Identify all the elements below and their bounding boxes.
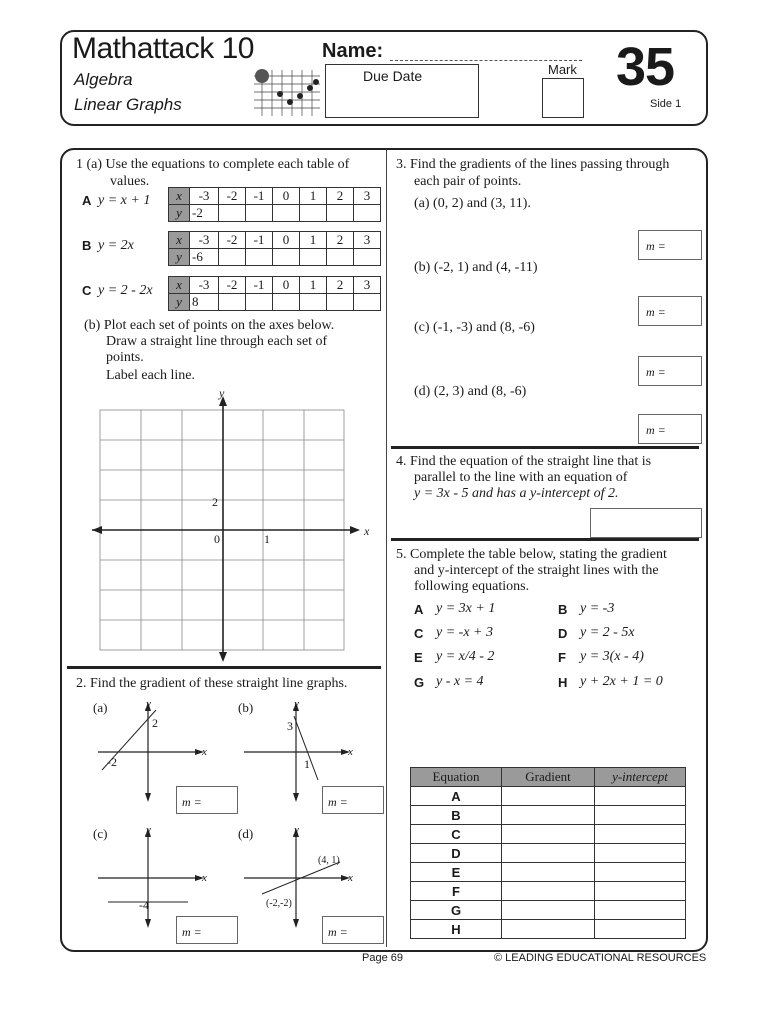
q5-eq-b: y = -3 xyxy=(580,601,615,616)
x-cell: 3 xyxy=(354,277,381,294)
q3b-text: (b) (-2, 1) and (4, -11) xyxy=(414,260,538,275)
intercept-cell[interactable] xyxy=(595,882,686,901)
name-field[interactable] xyxy=(390,60,582,61)
q3c-text: (c) (-1, -3) and (8, -6) xyxy=(414,320,535,335)
y-cell[interactable] xyxy=(327,294,354,311)
side-label: Side 1 xyxy=(650,98,682,110)
y-cell[interactable] xyxy=(246,294,273,311)
x-cell: -2 xyxy=(219,232,246,249)
x-head: x xyxy=(169,277,190,294)
x-head: x xyxy=(169,188,190,205)
q2b-label-1: 1 xyxy=(304,757,310,771)
q1-plot-grid[interactable] xyxy=(88,386,378,666)
q1-prompt-cont: values. xyxy=(110,174,150,189)
page-number: Page 69 xyxy=(362,952,403,964)
gradient-cell[interactable] xyxy=(502,863,595,882)
table-row xyxy=(411,901,686,920)
row-letter: F xyxy=(411,882,502,901)
q2a-label-neg2: -2 xyxy=(107,755,117,769)
q5-eq-f-letter: F xyxy=(558,650,566,665)
q2b-x-label: x xyxy=(348,746,353,758)
q5-eq-g-letter: G xyxy=(414,675,425,690)
q5-eq-c: y = -x + 3 xyxy=(436,625,493,640)
x-cell: -1 xyxy=(246,277,273,294)
q5-eq-d-letter: D xyxy=(558,626,568,641)
q5-eq-a-letter: A xyxy=(414,602,424,617)
row-letter: G xyxy=(411,901,502,920)
q3-prompt: 3. Find the gradients of the lines passing through xyxy=(396,157,670,172)
q3b-answer-label: m = xyxy=(646,305,666,319)
x-cell: -3 xyxy=(190,188,219,205)
y-cell[interactable] xyxy=(219,205,246,222)
table-row xyxy=(411,920,686,939)
gradient-cell[interactable] xyxy=(502,825,595,844)
table-header: Gradient xyxy=(502,768,595,787)
y-cell[interactable] xyxy=(300,249,327,266)
q1-axis-origin: 0 xyxy=(214,532,220,546)
y-cell[interactable] xyxy=(246,205,273,222)
x-cell: -2 xyxy=(219,188,246,205)
y-head: y xyxy=(169,249,190,266)
q1b-prompt-4: Label each line. xyxy=(106,368,196,383)
x-cell: -1 xyxy=(246,232,273,249)
due-date-label: Due Date xyxy=(363,68,423,84)
q1-table-a-equation: y = x + 1 xyxy=(98,193,151,208)
y-cell[interactable]: 8 xyxy=(190,294,219,311)
brand-title: Mathattack 10 xyxy=(72,32,254,65)
column-divider xyxy=(386,149,387,947)
intercept-cell[interactable] xyxy=(595,844,686,863)
y-cell[interactable] xyxy=(219,249,246,266)
q5-prompt-2: and y-intercept of the straight lines with the xyxy=(414,563,659,578)
q5-eq-d: y = 2 - 5x xyxy=(580,625,635,640)
y-cell[interactable] xyxy=(300,205,327,222)
q2d-label: (d) xyxy=(238,826,254,841)
q1-axis-y-tick: 2 xyxy=(212,495,218,509)
table-row xyxy=(411,825,686,844)
q1-axis-x-label: x xyxy=(364,524,370,538)
x-head: x xyxy=(169,232,190,249)
q2-prompt: 2. Find the gradient of these straight line graphs. xyxy=(76,676,348,691)
subtitle-topic: Algebra xyxy=(74,70,133,89)
intercept-cell[interactable] xyxy=(595,787,686,806)
q1-axis-y-label: y xyxy=(219,386,225,400)
row-letter: D xyxy=(411,844,502,863)
q2a-x-label: x xyxy=(202,746,207,758)
q5-prompt: 5. Complete the table below, stating the gradient xyxy=(396,547,667,562)
q2d-point-2: (-2,-2) xyxy=(266,898,292,909)
q5-eq-h-letter: H xyxy=(558,675,568,690)
y-head: y xyxy=(169,294,190,311)
q5-eq-a: y = 3x + 1 xyxy=(436,601,496,616)
table-row xyxy=(411,844,686,863)
y-cell[interactable] xyxy=(354,205,381,222)
q5-eq-b-letter: B xyxy=(558,602,568,617)
q1-prompt: 1 (a) Use the equations to complete each table of xyxy=(76,157,350,172)
q2d-y-label: y xyxy=(294,824,299,836)
logo-graph-icon xyxy=(250,66,322,118)
q5-eq-f: y = 3(x - 4) xyxy=(580,649,644,664)
gradient-cell[interactable] xyxy=(502,806,595,825)
q2c-answer-label: m = xyxy=(182,925,202,939)
q2b-answer-label: m = xyxy=(328,795,348,809)
q2b-label: (b) xyxy=(238,700,254,715)
q1b-prompt-3: points. xyxy=(106,350,144,365)
table-row xyxy=(411,806,686,825)
q1-table-c xyxy=(168,276,381,311)
q2d-answer-label: m = xyxy=(328,925,348,939)
q2c-label: (c) xyxy=(93,826,108,841)
q5-prompt-3: following equations. xyxy=(414,579,530,594)
q2d-x-label: x xyxy=(348,872,353,884)
q5-eq-g: y - x = 4 xyxy=(436,674,484,689)
q3-prompt-cont: each pair of points. xyxy=(414,174,522,189)
intercept-cell[interactable] xyxy=(595,806,686,825)
y-cell[interactable] xyxy=(327,249,354,266)
y-cell[interactable]: -2 xyxy=(190,205,219,222)
y-cell[interactable] xyxy=(219,294,246,311)
y-cell[interactable] xyxy=(246,249,273,266)
gradient-cell[interactable] xyxy=(502,901,595,920)
row-letter: H xyxy=(411,920,502,939)
intercept-cell[interactable] xyxy=(595,825,686,844)
x-cell: 0 xyxy=(273,188,300,205)
sheet-number: 35 xyxy=(616,37,675,97)
table-row xyxy=(411,787,686,806)
section-divider xyxy=(391,538,699,541)
x-cell: -3 xyxy=(190,277,219,294)
intercept-cell[interactable] xyxy=(595,920,686,939)
q1-table-c-letter: C xyxy=(82,283,92,298)
section-divider xyxy=(391,446,699,449)
y-cell[interactable] xyxy=(273,294,300,311)
q1b-prompt-2: Draw a straight line through each set of xyxy=(106,334,328,349)
q2d-graph xyxy=(240,828,360,928)
q2c-y-label: y xyxy=(146,824,151,836)
q4-prompt: 4. Find the equation of the straight line that is xyxy=(396,454,652,469)
q2d-point-1: (4, 1) xyxy=(318,855,340,866)
x-cell: -2 xyxy=(219,277,246,294)
q1-table-a xyxy=(168,187,381,222)
gradient-cell[interactable] xyxy=(502,882,595,901)
x-cell: 1 xyxy=(300,188,327,205)
q3c-answer-label: m = xyxy=(646,365,666,379)
q5-eq-c-letter: C xyxy=(414,626,424,641)
q2a-answer-label: m = xyxy=(182,795,202,809)
x-cell: 3 xyxy=(354,232,381,249)
q3d-text: (d) (2, 3) and (8, -6) xyxy=(414,384,527,399)
gradient-cell[interactable] xyxy=(502,844,595,863)
y-cell[interactable] xyxy=(354,249,381,266)
row-letter: B xyxy=(411,806,502,825)
y-cell[interactable] xyxy=(300,294,327,311)
table-row xyxy=(411,863,686,882)
q2c-graph xyxy=(94,828,214,928)
y-cell[interactable] xyxy=(327,205,354,222)
x-cell: 1 xyxy=(300,277,327,294)
x-cell: 3 xyxy=(354,188,381,205)
table-row xyxy=(411,882,686,901)
copyright: © LEADING EDUCATIONAL RESOURCES xyxy=(494,952,707,964)
row-letter: E xyxy=(411,863,502,882)
x-cell: 0 xyxy=(273,232,300,249)
q5-answer-table xyxy=(410,767,686,939)
q5-eq-h: y + 2x + 1 = 0 xyxy=(580,674,663,689)
gradient-cell[interactable] xyxy=(502,920,595,939)
x-cell: 2 xyxy=(327,277,354,294)
gradient-cell[interactable] xyxy=(502,787,595,806)
mark-field[interactable] xyxy=(542,78,584,118)
q1-table-a-letter: A xyxy=(82,193,92,208)
intercept-cell[interactable] xyxy=(595,863,686,882)
y-head: y xyxy=(169,205,190,222)
q5-eq-e: y = x/4 - 2 xyxy=(436,649,495,664)
section-divider xyxy=(67,666,381,669)
q1-table-b-equation: y = 2x xyxy=(98,238,134,253)
q5-eq-e-letter: E xyxy=(414,650,423,665)
y-cell[interactable] xyxy=(273,205,300,222)
row-letter: A xyxy=(411,787,502,806)
q2c-x-label: x xyxy=(202,872,207,884)
q2c-label-neg4: -4 xyxy=(139,898,149,912)
x-cell: 2 xyxy=(327,232,354,249)
q1-table-c-equation: y = 2 - 2x xyxy=(98,283,153,298)
row-letter: C xyxy=(411,825,502,844)
q4-answer-box[interactable] xyxy=(590,508,702,538)
x-cell: -3 xyxy=(190,232,219,249)
q2b-y-label: y xyxy=(294,698,299,710)
y-cell[interactable] xyxy=(354,294,381,311)
q1-table-b xyxy=(168,231,381,266)
x-cell: 0 xyxy=(273,277,300,294)
q2a-label: (a) xyxy=(93,700,108,715)
x-cell: 1 xyxy=(300,232,327,249)
q4-prompt-2: parallel to the line with an equation of xyxy=(414,470,628,485)
x-cell: 2 xyxy=(327,188,354,205)
q3d-answer-label: m = xyxy=(646,423,666,437)
q2b-label-3: 3 xyxy=(287,719,293,733)
q2a-y-label: y xyxy=(146,698,151,710)
x-cell: -1 xyxy=(246,188,273,205)
y-cell[interactable]: -6 xyxy=(190,249,219,266)
mark-label: Mark xyxy=(548,62,577,77)
subtitle-unit: Linear Graphs xyxy=(74,95,182,114)
q3a-text: (a) (0, 2) and (3, 11). xyxy=(414,196,531,211)
y-cell[interactable] xyxy=(273,249,300,266)
table-header: y-intercept xyxy=(595,768,686,787)
q2a-label-2: 2 xyxy=(152,716,158,730)
q1b-prompt: (b) Plot each set of points on the axes below. xyxy=(84,318,335,333)
q4-prompt-3: y = 3x - 5 and has a y-intercept of 2. xyxy=(414,486,619,501)
q1-axis-x-tick: 1 xyxy=(264,532,270,546)
table-header: Equation xyxy=(411,768,502,787)
q3a-answer-label: m = xyxy=(646,239,666,253)
name-label: Name: xyxy=(322,40,384,62)
q1-table-b-letter: B xyxy=(82,238,92,253)
intercept-cell[interactable] xyxy=(595,901,686,920)
